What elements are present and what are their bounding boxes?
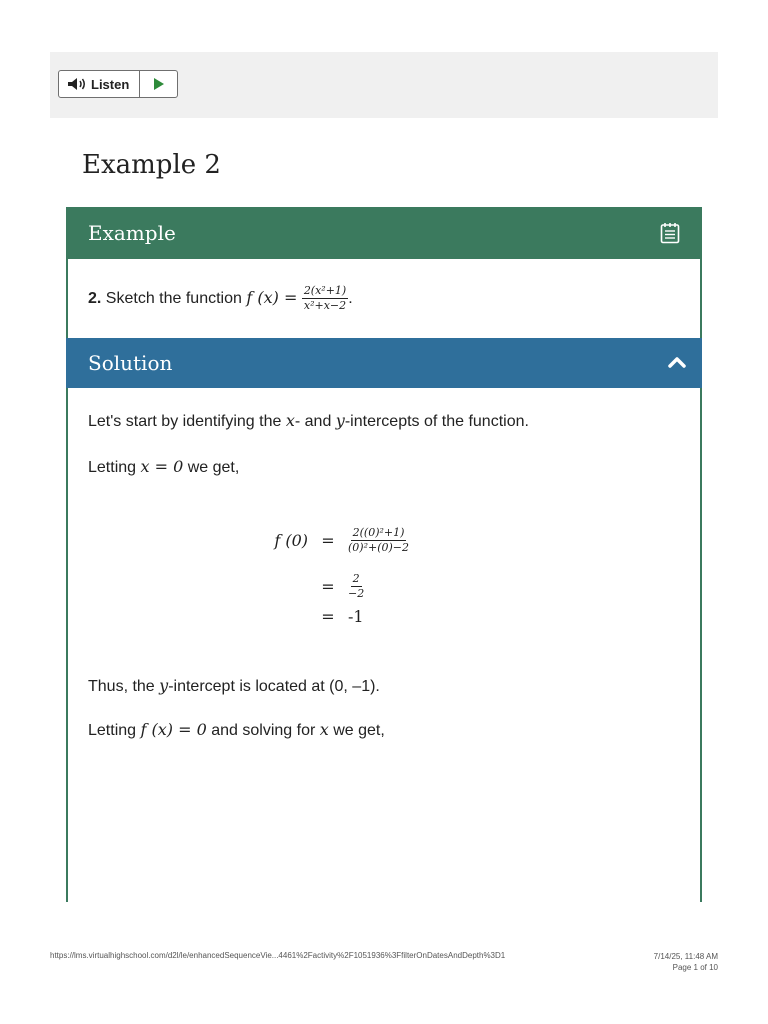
solution-paragraph-3: Thus, the y-intercept is located at (0, –1). bbox=[88, 676, 380, 695]
listen-button[interactable] bbox=[58, 70, 178, 98]
equation-fraction-2: $\frac{2}{-2}$ bbox=[348, 572, 365, 601]
equals-sign: = bbox=[321, 531, 335, 551]
equals-sign: = bbox=[321, 577, 335, 597]
example-box bbox=[66, 207, 702, 902]
footer-url: https://lms.virtualhighschool.com/d2l/le/enhancedSequenceVie...4461%2Factivity%2F1051936%3FfilterOnDatesAndDepth%3D1 bbox=[50, 951, 506, 960]
function-end: . bbox=[348, 289, 353, 307]
play-button[interactable] bbox=[140, 71, 177, 97]
listen-toggle[interactable] bbox=[59, 71, 140, 97]
problem-statement bbox=[88, 285, 353, 312]
equation-row-3 bbox=[238, 607, 364, 626]
equation-lhs: f (0) bbox=[274, 531, 308, 551]
equation-result: -1 bbox=[348, 607, 364, 626]
chevron-up-icon[interactable] bbox=[668, 355, 686, 369]
equals-sign: = bbox=[321, 607, 335, 626]
function-fraction bbox=[302, 285, 348, 312]
footer-page: Page 1 of 10 bbox=[672, 963, 718, 972]
footer-date: 7/14/25, 11:48 AM bbox=[653, 952, 718, 961]
solution-paragraph-4: Letting f (x) = 0 and solving for x we get, bbox=[88, 720, 385, 739]
function-denominator: x²+x−2 bbox=[303, 299, 347, 313]
speaker-icon bbox=[67, 77, 87, 91]
function-lhs: f (x) = bbox=[246, 287, 298, 307]
page-title: Example 2 bbox=[82, 150, 221, 180]
listen-label: Listen bbox=[91, 76, 130, 92]
solution-header[interactable] bbox=[66, 338, 702, 388]
example-title: Example bbox=[88, 221, 176, 245]
solution-title: Solution bbox=[88, 351, 173, 375]
footer-datetime bbox=[654, 951, 718, 973]
equation-row-2 bbox=[238, 573, 364, 600]
example-header bbox=[66, 207, 702, 259]
problem-number: 2. bbox=[88, 289, 102, 307]
listen-toolbar bbox=[50, 52, 718, 118]
notepad-icon[interactable] bbox=[660, 222, 680, 244]
play-icon bbox=[153, 77, 165, 91]
problem-text: Sketch the function bbox=[105, 289, 242, 307]
equation-row-1 bbox=[238, 527, 409, 554]
solution-paragraph-2: Letting x = 0 we get, bbox=[88, 457, 240, 476]
solution-paragraph-1: Let's start by identifying the x- and y-intercepts of the function. bbox=[88, 411, 529, 430]
function-numerator: 2(x²+1) bbox=[302, 285, 348, 299]
equation-fraction-1: $\frac{\text{2((0)²+1)}}{\text{(0)²+(0)−2}}$ bbox=[348, 526, 410, 555]
